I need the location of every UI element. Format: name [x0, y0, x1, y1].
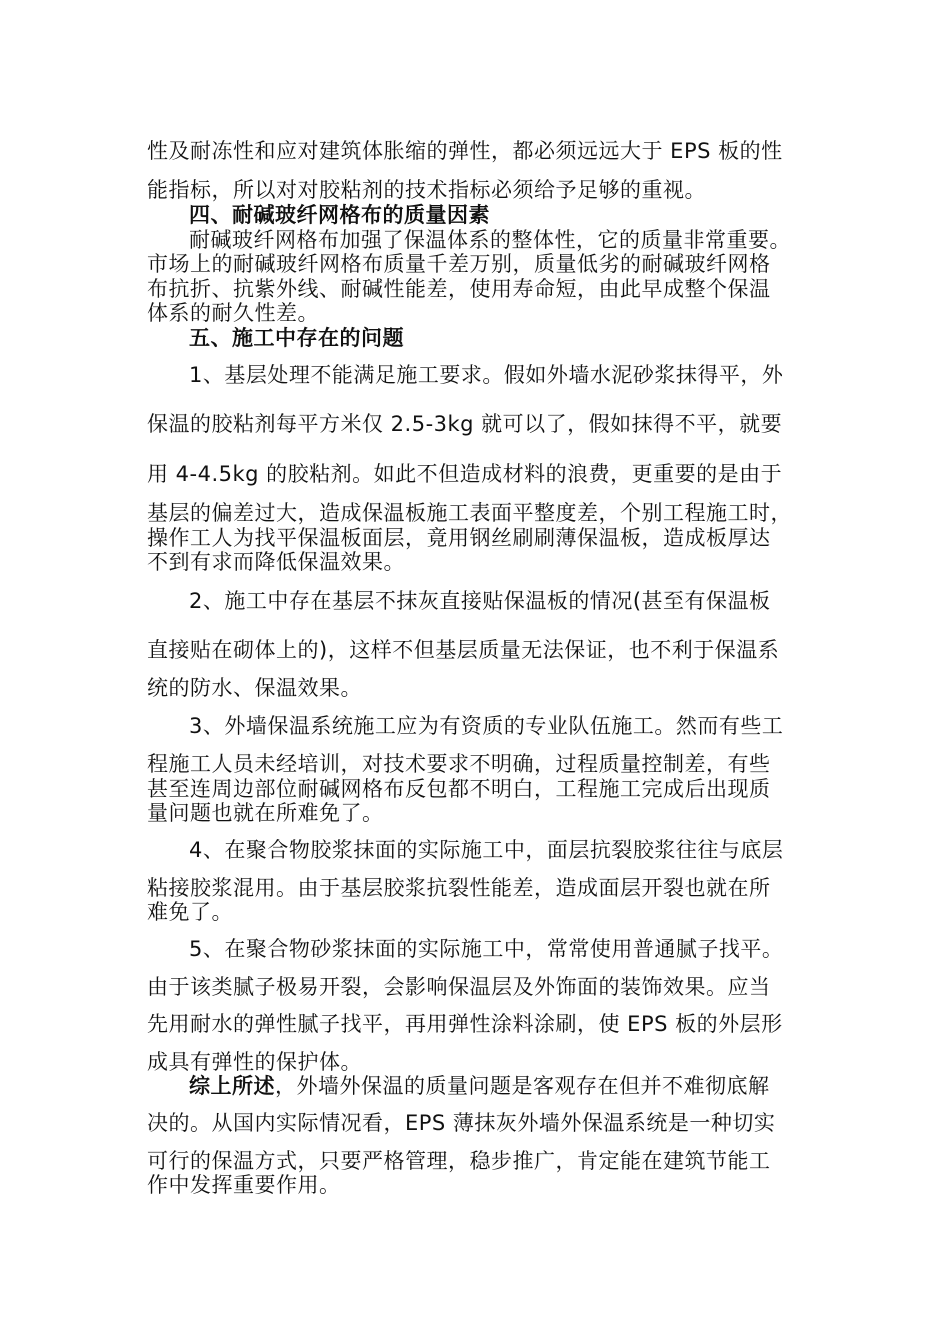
text-line: 1、基层处理不能满足施工要求。假如外墙水泥砂浆抹得平，外: [189, 363, 784, 387]
text-line: 程施工人员未经培训，对技术要求不明确，过程质量控制差，有些: [147, 752, 771, 776]
text-line: 能指标，所以对对胶粘剂的技术指标必须给予足够的重视。: [147, 178, 706, 202]
text-line: 难免了。: [147, 900, 233, 924]
text-line: 4、在聚合物胶浆抹面的实际施工中，面层抗裂胶浆往往与底层: [189, 838, 784, 862]
text-line: 3、外墙保温系统施工应为有资质的专业队伍施工。然而有些工: [189, 714, 784, 738]
text-line: 作中发挥重要作用。: [147, 1173, 341, 1197]
text-line: 性及耐冻性和应对建筑体胀缩的弹性，都必须远远大于 EPS 板的性: [147, 139, 783, 163]
text-line: 统的防水、保温效果。: [147, 676, 362, 700]
text-line: 2、施工中存在基层不抹灰直接贴保温板的情况(甚至有保温板: [189, 589, 771, 613]
text-line: 体系的耐久性差。: [147, 301, 319, 325]
text-line: 甚至连周边部位耐碱网格布反包都不明白，工程施工完成后出现质: [147, 777, 771, 801]
text-line: 耐碱玻纤网格布加强了保温体系的整体性，它的质量非常重要。: [189, 228, 791, 252]
text-line: 布抗折、抗紫外线、耐碱性能差，使用寿命短，由此早成整个保温: [147, 277, 771, 301]
text-line: 由于该类腻子极易开裂，会影响保温层及外饰面的装饰效果。应当: [147, 975, 771, 999]
text-line: 基层的偏差过大，造成保温板施工表面平整度差，个别工程施工时，: [147, 501, 792, 525]
text-line: 不到有求而降低保温效果。: [147, 550, 405, 574]
text-line: 用 4-4.5kg 的胶粘剂。如此不但造成材料的浪费，更重要的是由于: [147, 462, 783, 486]
text-line: 成具有弹性的保护体。: [147, 1050, 362, 1074]
text-line: 保温的胶粘剂每平方米仅 2.5-3kg 就可以了，假如抹得不平，就要: [147, 412, 783, 436]
section-heading: 五、施工中存在的问题: [189, 326, 404, 350]
text-line: 决的。从国内实际情况看，EPS 薄抹灰外墙外保温系统是一种切实: [147, 1111, 776, 1135]
text-line: 市场上的耐碱玻纤网格布质量千差万别，质量低劣的耐碱玻纤网格: [147, 252, 771, 276]
text-line: 可行的保温方式，只要严格管理，稳步推广，肯定能在建筑节能工: [147, 1149, 771, 1173]
text-line: 操作工人为找平保温板面层，竟用钢丝刷刷薄保温板，造成板厚达: [147, 526, 771, 550]
text-line: 5、在聚合物砂浆抹面的实际施工中，常常使用普通腻子找平。: [189, 937, 784, 961]
summary-lead: 综上所述: [189, 1074, 275, 1098]
text-line: 粘接胶浆混用。由于基层胶浆抗裂性能差，造成面层开裂也就在所: [147, 876, 771, 900]
text-line: 量问题也就在所难免了。: [147, 801, 384, 825]
text-line: 综上所述，外墙外保温的质量问题是客观存在但并不难彻底解: [189, 1074, 770, 1098]
text-line: 直接贴在砌体上的)，这样不但基层质量无法保证，也不利于保温系: [147, 638, 780, 662]
section-heading: 四、耐碱玻纤网格布的质量因素: [189, 203, 490, 227]
text-line: 先用耐水的弹性腻子找平，再用弹性涂料涂刷，使 EPS 板的外层形: [147, 1012, 783, 1036]
